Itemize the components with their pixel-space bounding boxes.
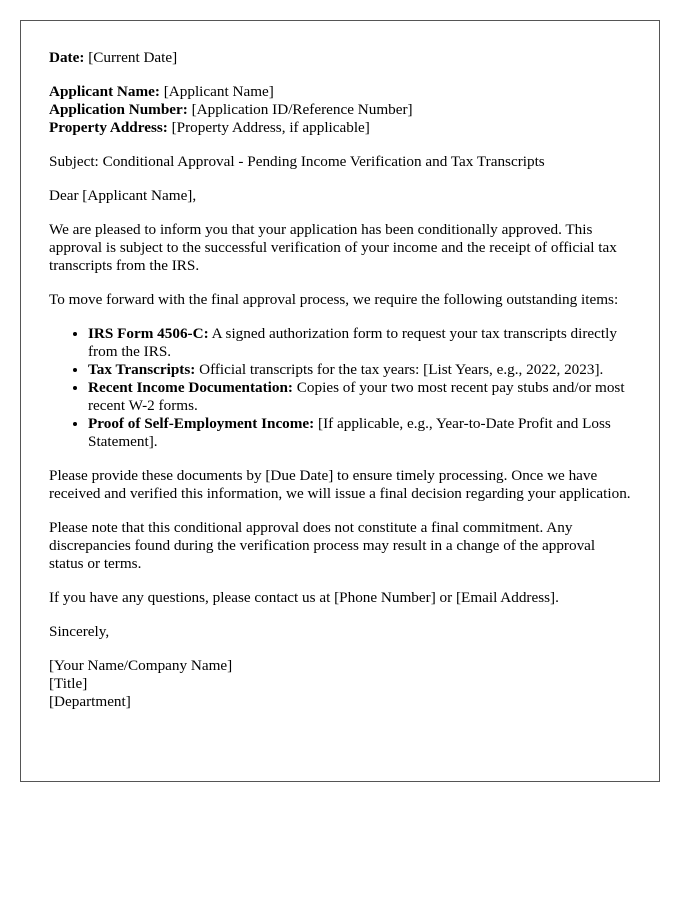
list-item-text: Official transcripts for the tax years: [List Years, e.g., 2022, 2023].: [199, 361, 604, 378]
list-item-text: [If applicable, e.g., Year-to-Date Profit and Loss Statement].: [88, 415, 611, 450]
property-address-line: [49, 119, 631, 137]
signature-name: [Your Name/Company Name]: [49, 657, 233, 674]
list-item: [88, 361, 631, 379]
signature-block: [49, 657, 631, 711]
list-item-label: Tax Transcripts:: [88, 361, 196, 378]
list-item: [88, 325, 631, 361]
application-number-value: [Application ID/Reference Number]: [191, 101, 413, 118]
applicant-name-value: [Applicant Name]: [163, 83, 274, 100]
applicant-name-line: [49, 83, 631, 101]
paragraph-deadline: Please provide these documents by [Due Date] to ensure timely processing. Once we have received and verified this information, we will issue a final decision regarding your application.: [49, 467, 631, 502]
paragraph-requirements: To move forward with the final approval process, we require the following outstanding items:: [49, 291, 619, 308]
list-item-text: Copies of your two most recent pay stubs and/or most recent W-2 forms.: [88, 379, 625, 414]
list-item: [88, 379, 631, 415]
application-number-label: Application Number:: [49, 101, 188, 118]
list-item: [88, 415, 631, 451]
property-address-label: Property Address:: [49, 119, 168, 136]
outstanding-items-list: [49, 325, 631, 451]
paragraph-disclaimer: Please note that this conditional approval does not constitute a final commitment. Any discrepancies found during the verification process may result in a change of the approval status or terms.: [49, 519, 596, 572]
closing: Sincerely,: [49, 623, 110, 640]
property-address-value: [Property Address, if applicable]: [171, 119, 370, 136]
list-item-label: Proof of Self-Employment Income:: [88, 415, 315, 432]
salutation: Dear [Applicant Name],: [49, 187, 197, 204]
applicant-name-label: Applicant Name:: [49, 83, 160, 100]
applicant-info: [49, 83, 631, 137]
letter-document: [20, 20, 660, 782]
paragraph-contact: If you have any questions, please contact us at [Phone Number] or [Email Address].: [49, 589, 559, 606]
date-line: [49, 49, 631, 67]
date-value: [Current Date]: [88, 49, 178, 66]
date-label: Date:: [49, 49, 85, 66]
list-item-text: A signed authorization form to request your tax transcripts directly from the IRS.: [88, 325, 617, 360]
paragraph-approval: We are pleased to inform you that your application has been conditionally approved. This approval is subject to the successful verification of your income and the receipt of official tax transcripts from the IRS.: [49, 221, 617, 274]
list-item-label: IRS Form 4506-C:: [88, 325, 209, 342]
application-number-line: [49, 101, 631, 119]
signature-title: [Title]: [49, 675, 88, 692]
subject-line: Subject: Conditional Approval - Pending Income Verification and Tax Transcripts: [49, 153, 545, 170]
list-item-label: Recent Income Documentation:: [88, 379, 293, 396]
signature-department: [Department]: [49, 693, 131, 710]
